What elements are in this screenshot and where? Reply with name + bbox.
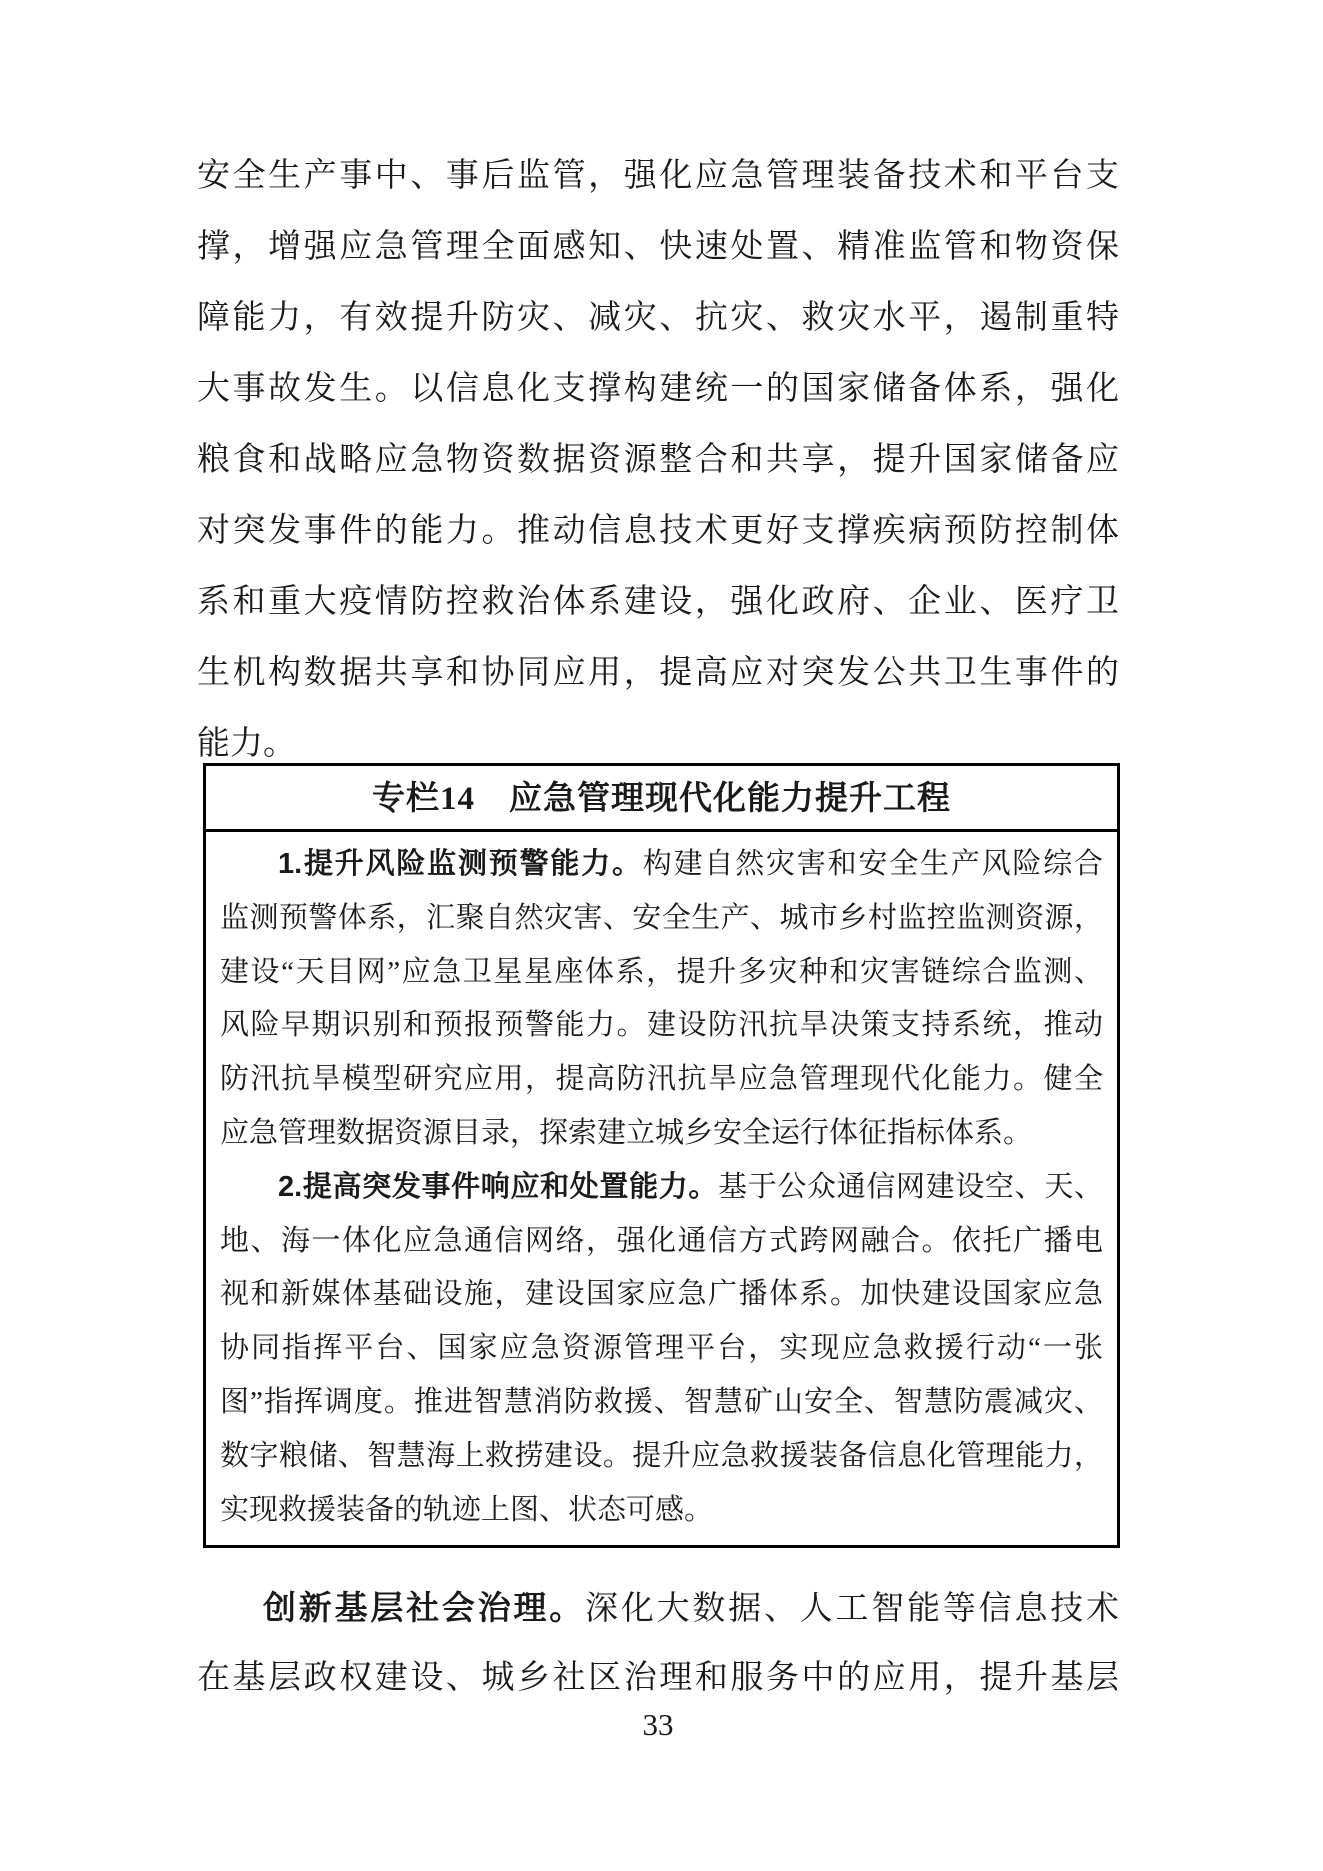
body-paragraph (197, 141, 1119, 780)
body-text: 生机构数据共享和协同应用，提高应对突发公共卫生事件的 (197, 655, 1119, 691)
body-text: 在基层政权建设、城乡社区治理和服务中的应用，提升基层 (197, 1660, 1119, 1696)
text-line (220, 1107, 1103, 1161)
text-line (220, 1215, 1103, 1269)
body-text: 图”指挥调度。推进智慧消防救援、智慧矿山安全、智慧防震减灾、 (220, 1385, 1103, 1418)
text-line (197, 1643, 1119, 1714)
bold-lead-text: 2.提高突发事件响应和处置能力。 (278, 1170, 719, 1203)
text-line (220, 1484, 1103, 1538)
body-text: 撑，增强应急管理全面感知、快速处置、精准监管和物资保 (197, 229, 1119, 265)
callout-box-content (206, 832, 1117, 1545)
body-text: 粮食和战略应急物资数据资源整合和共享，提升国家储备应 (197, 442, 1119, 478)
body-text: 协同指挥平台、国家应急资源管理平台，实现应急救援行动“一张 (220, 1332, 1103, 1365)
body-text: 大事故发生。以信息化支撑构建统一的国家储备体系，强化 (197, 371, 1119, 407)
text-line (220, 892, 1103, 946)
body-text: 监测预警体系，汇聚自然灾害、安全生产、城市乡村监控监测资源， (220, 901, 1103, 934)
text-line (220, 1376, 1103, 1430)
body-text: 建设“天目网”应急卫星星座体系，提升多灾种和灾害链综合监测、 (220, 955, 1103, 988)
text-line (220, 1322, 1103, 1376)
body-text: 地、海一体化应急通信网络，强化通信方式跨网融合。依托广播电 (220, 1224, 1103, 1257)
text-line (220, 1161, 1103, 1215)
callout-box-title: 专栏14 应急管理现代化能力提升工程 (206, 766, 1117, 832)
text-line (197, 567, 1119, 638)
body-text: 障能力，有效提升防灾、减灾、抗灾、救灾水平，遏制重特 (197, 300, 1119, 336)
body-text: 系和重大疫情防控救治体系建设，强化政府、企业、医疗卫 (197, 584, 1119, 620)
text-line (197, 212, 1119, 283)
closing-paragraph (197, 1572, 1119, 1714)
body-text: 基于公众通信网建设空、天、 (718, 1170, 1103, 1203)
callout-box (203, 763, 1120, 1548)
text-line (220, 1268, 1103, 1322)
text-line (220, 946, 1103, 1000)
text-line (220, 1053, 1103, 1107)
body-text: 深化大数据、人工智能等信息技术 (585, 1591, 1120, 1627)
text-line (220, 999, 1103, 1053)
body-text: 对突发事件的能力。推动信息技术更好支撑疾病预防控制体 (197, 513, 1119, 549)
body-text: 防汛抗旱模型研究应用，提高防汛抗旱应急管理现代化能力。健全 (220, 1063, 1103, 1096)
page-number: 33 (642, 1707, 674, 1742)
bold-lead-text: 创新基层社会治理。 (263, 1589, 586, 1626)
body-text: 实现救援装备的轨迹上图、状态可感。 (220, 1493, 714, 1526)
text-line (220, 838, 1103, 892)
text-line (197, 638, 1119, 709)
body-text: 构建自然灾害和安全生产风险综合 (642, 848, 1103, 880)
text-line (197, 283, 1119, 354)
text-line (197, 496, 1119, 567)
text-line (197, 354, 1119, 425)
bold-lead-text: 1.提升风险监测预警能力。 (278, 848, 643, 880)
text-line (197, 1572, 1119, 1643)
text-line (197, 425, 1119, 496)
body-text: 安全生产事中、事后监管，强化应急管理装备技术和平台支 (197, 158, 1119, 194)
body-text: 应急管理数据资源目录，探索建立城乡安全运行体征指标体系。 (220, 1116, 1033, 1149)
text-line (197, 141, 1119, 212)
body-text: 能力。 (197, 726, 296, 762)
text-line (220, 1430, 1103, 1484)
body-text: 数字粮储、智慧海上救捞建设。提升应急救援装备信息化管理能力， (220, 1439, 1103, 1472)
body-text: 视和新媒体基础设施，建设国家应急广播体系。加快建设国家应急 (220, 1278, 1103, 1311)
body-text: 风险早期识别和预报预警能力。建设防汛抗旱决策支持系统，推动 (220, 1009, 1103, 1042)
